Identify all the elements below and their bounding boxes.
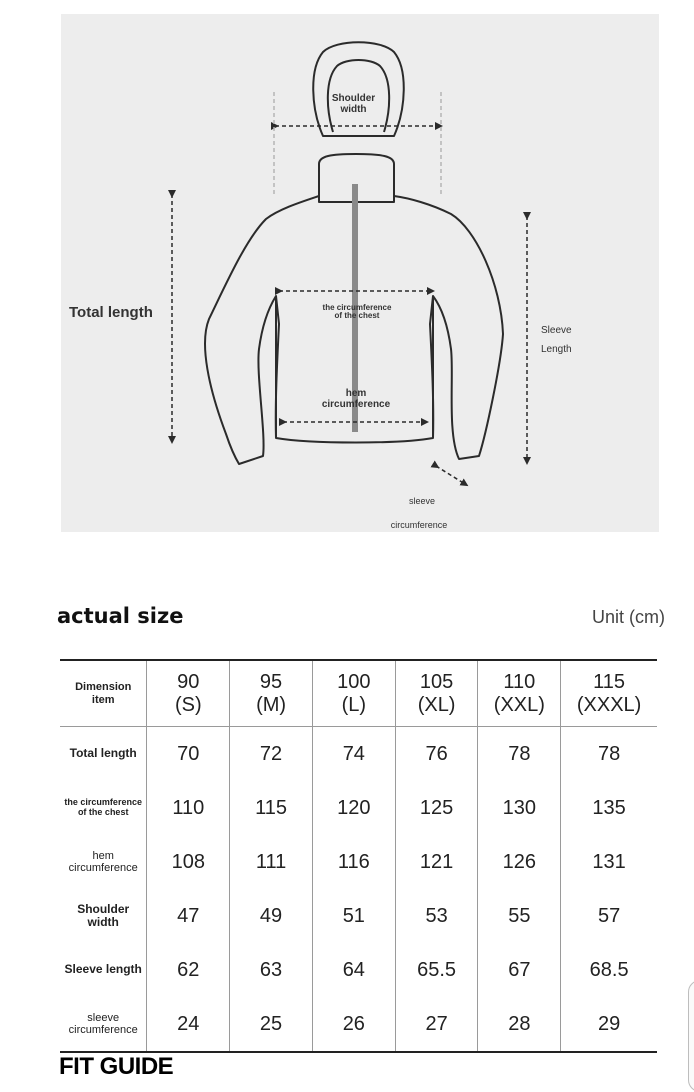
table-row — [60, 889, 657, 943]
table-cell: 51 — [312, 889, 395, 943]
size-header: 100 (L) — [312, 660, 395, 727]
row-label-chest: the circumference of the chest — [60, 781, 147, 835]
table-cell: 131 — [561, 835, 657, 889]
table-cell: 67 — [478, 943, 561, 997]
table-cell: 111 — [230, 835, 313, 889]
table-cell: 68.5 — [561, 943, 657, 997]
table-row — [60, 943, 657, 997]
table-cell: 78 — [478, 727, 561, 782]
table-cell: 120 — [312, 781, 395, 835]
jacket-diagram — [61, 14, 659, 532]
table-cell: 24 — [147, 997, 230, 1052]
table-cell: 65.5 — [395, 943, 478, 997]
sleeve-length-label: Sleeve Length — [541, 325, 572, 355]
fit-guide-title: FIT GUIDE — [59, 1053, 174, 1080]
hem-label: hem circumference — [321, 388, 391, 410]
table-cell: 74 — [312, 727, 395, 782]
table-cell: 125 — [395, 781, 478, 835]
table-cell: 55 — [478, 889, 561, 943]
table-cell: 78 — [561, 727, 657, 782]
hood-outline — [313, 42, 404, 136]
table-cell: 70 — [147, 727, 230, 782]
table-cell: 27 — [395, 997, 478, 1052]
table-cell: 108 — [147, 835, 230, 889]
table-cell: 116 — [312, 835, 395, 889]
table-cell: 72 — [230, 727, 313, 782]
table-row — [60, 781, 657, 835]
table-cell: 25 — [230, 997, 313, 1052]
table-row — [60, 835, 657, 889]
table-cell: 64 — [312, 943, 395, 997]
table-cell: 121 — [395, 835, 478, 889]
dimension-header: Dimension item — [60, 660, 147, 727]
size-header: 95 (M) — [230, 660, 313, 727]
table-header-row — [60, 660, 657, 727]
sleeve-circumference-label: sleeve circumference — [390, 496, 448, 531]
table-cell: 130 — [478, 781, 561, 835]
table-cell: 63 — [230, 943, 313, 997]
page-edge-frame — [688, 980, 694, 1092]
table-cell: 62 — [147, 943, 230, 997]
row-label-shoulder-width: Shoulder width — [60, 889, 147, 943]
table-cell: 53 — [395, 889, 478, 943]
table-cell: 126 — [478, 835, 561, 889]
size-header: 105 (XL) — [395, 660, 478, 727]
table-cell: 28 — [478, 997, 561, 1052]
size-header: 90 (S) — [147, 660, 230, 727]
table-cell: 76 — [395, 727, 478, 782]
table-cell: 110 — [147, 781, 230, 835]
table-cell: 49 — [230, 889, 313, 943]
row-label-total-length: Total length — [60, 727, 147, 782]
sleeve-circ-arrow — [436, 466, 465, 484]
row-label-sleeve-circumference: sleeve circumference — [60, 997, 147, 1052]
jacket-illustration — [61, 14, 659, 532]
table-cell: 57 — [561, 889, 657, 943]
table-cell: 115 — [230, 781, 313, 835]
table-row — [60, 997, 657, 1052]
row-label-sleeve-length: Sleeve length — [60, 943, 147, 997]
size-header: 110 (XXL) — [478, 660, 561, 727]
row-label-hem: hem circumference — [60, 835, 147, 889]
table-cell: 26 — [312, 997, 395, 1052]
section-title: actual size — [57, 604, 184, 628]
table-cell: 29 — [561, 997, 657, 1052]
shoulder-width-label: Shoulder width — [331, 93, 376, 115]
size-table — [60, 659, 657, 1053]
table-row — [60, 727, 657, 782]
unit-label: Unit (cm) — [592, 607, 665, 627]
total-length-label: Total length — [69, 304, 153, 321]
size-header: 115 (XXXL) — [561, 660, 657, 727]
chest-label: the circumference of the chest — [322, 303, 392, 321]
table-cell: 47 — [147, 889, 230, 943]
table-cell: 135 — [561, 781, 657, 835]
